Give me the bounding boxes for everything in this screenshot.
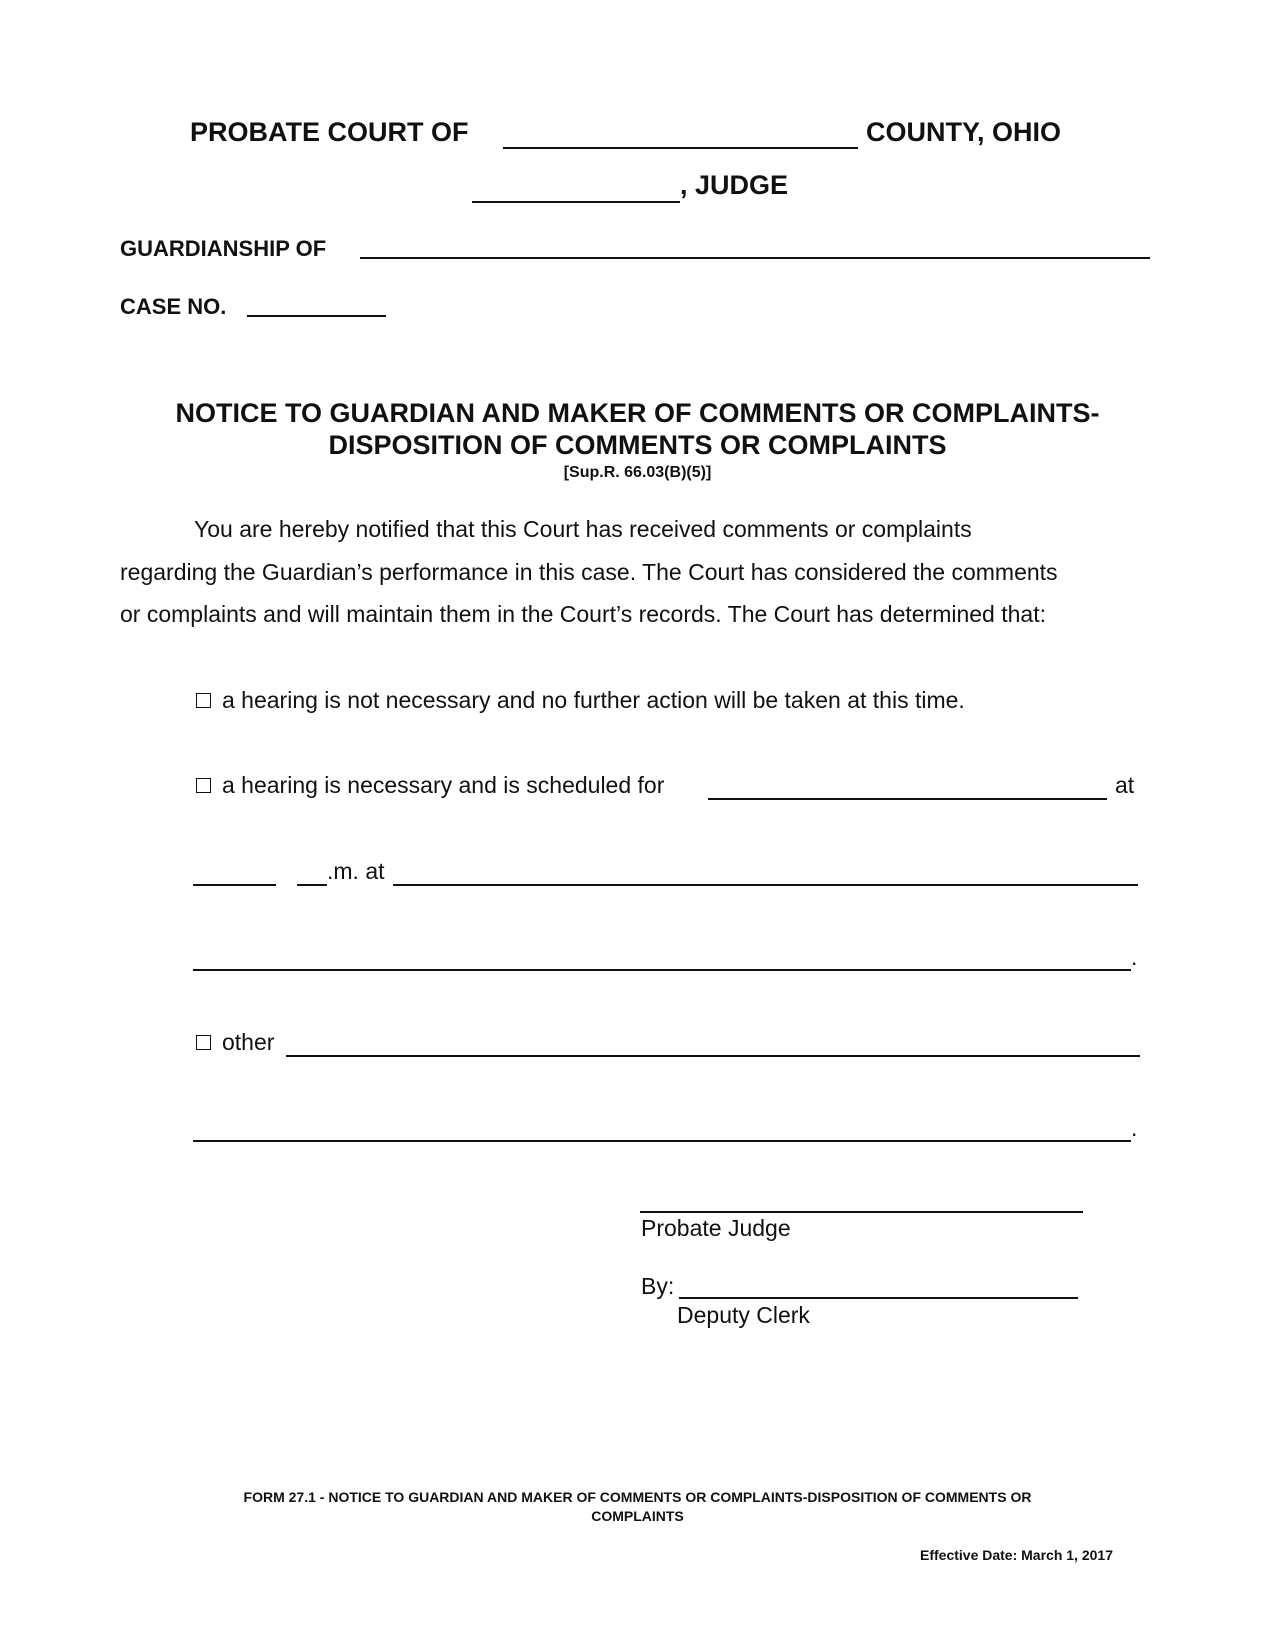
effective-date: Effective Date: March 1, 2017 [920, 1547, 1113, 1563]
case-no-blank[interactable] [247, 315, 386, 317]
guardianship-blank[interactable] [360, 257, 1150, 259]
hearing-location-blank-2[interactable] [193, 969, 1131, 971]
hearing-at-label: at [1115, 772, 1135, 798]
by-label: By: [641, 1273, 675, 1299]
judge-signature-line[interactable] [640, 1211, 1083, 1213]
checkbox-other[interactable] [196, 1035, 211, 1050]
paragraph-line-3: or complaints and will maintain them in the Court’s records. The Court has determined that: [120, 601, 1046, 627]
judge-name-blank[interactable] [472, 201, 680, 203]
clerk-signature-line[interactable] [679, 1297, 1078, 1299]
option-hearing-label: a hearing is necessary and is scheduled for [222, 772, 665, 798]
footer-form-line2: COMPLAINTS [591, 1508, 684, 1524]
deputy-clerk-label: Deputy Clerk [677, 1302, 810, 1328]
judge-label: , JUDGE [680, 170, 789, 200]
hearing-time-blank[interactable] [193, 884, 276, 886]
probate-judge-label: Probate Judge [641, 1215, 791, 1241]
other-details-blank-2[interactable] [193, 1140, 1131, 1142]
checkbox-no-hearing[interactable] [196, 693, 211, 708]
time-suffix-label: .m. at [327, 858, 385, 884]
am-pm-blank[interactable] [297, 884, 327, 886]
guardianship-label: GUARDIANSHIP OF [120, 236, 327, 261]
case-no-label: CASE NO. [120, 294, 227, 319]
notice-title-line1: NOTICE TO GUARDIAN AND MAKER OF COMMENTS OR COMPLAINTS- [175, 398, 1100, 428]
court-suffix: COUNTY, OHIO [866, 117, 1062, 147]
footer-form-line1: FORM 27.1 - NOTICE TO GUARDIAN AND MAKER OF COMMENTS OR COMPLAINTS-DISPOSITION OF COMMENTS OR [243, 1489, 1032, 1505]
hearing-location-blank[interactable] [393, 884, 1138, 886]
paragraph-line-2: regarding the Guardian’s performance in this case. The Court has considered the comments [120, 559, 1058, 585]
checkbox-hearing-scheduled[interactable] [196, 778, 211, 793]
option-no-hearing-label: a hearing is not necessary and no further action will be taken at this time. [222, 687, 965, 713]
other-details-blank[interactable] [286, 1055, 1140, 1057]
option-other-label: other [222, 1029, 275, 1055]
notice-title-line2: DISPOSITION OF COMMENTS OR COMPLAINTS [328, 430, 947, 460]
period-mark: . [1131, 944, 1138, 970]
county-name-blank[interactable] [503, 147, 858, 149]
hearing-date-blank[interactable] [708, 798, 1107, 800]
rule-reference: [Sup.R. 66.03(B)(5)] [563, 464, 712, 481]
paragraph-line-1: You are hereby notified that this Court has received comments or complaints [194, 516, 972, 542]
court-prefix: PROBATE COURT OF [190, 117, 469, 147]
period-mark-2: . [1131, 1115, 1138, 1141]
